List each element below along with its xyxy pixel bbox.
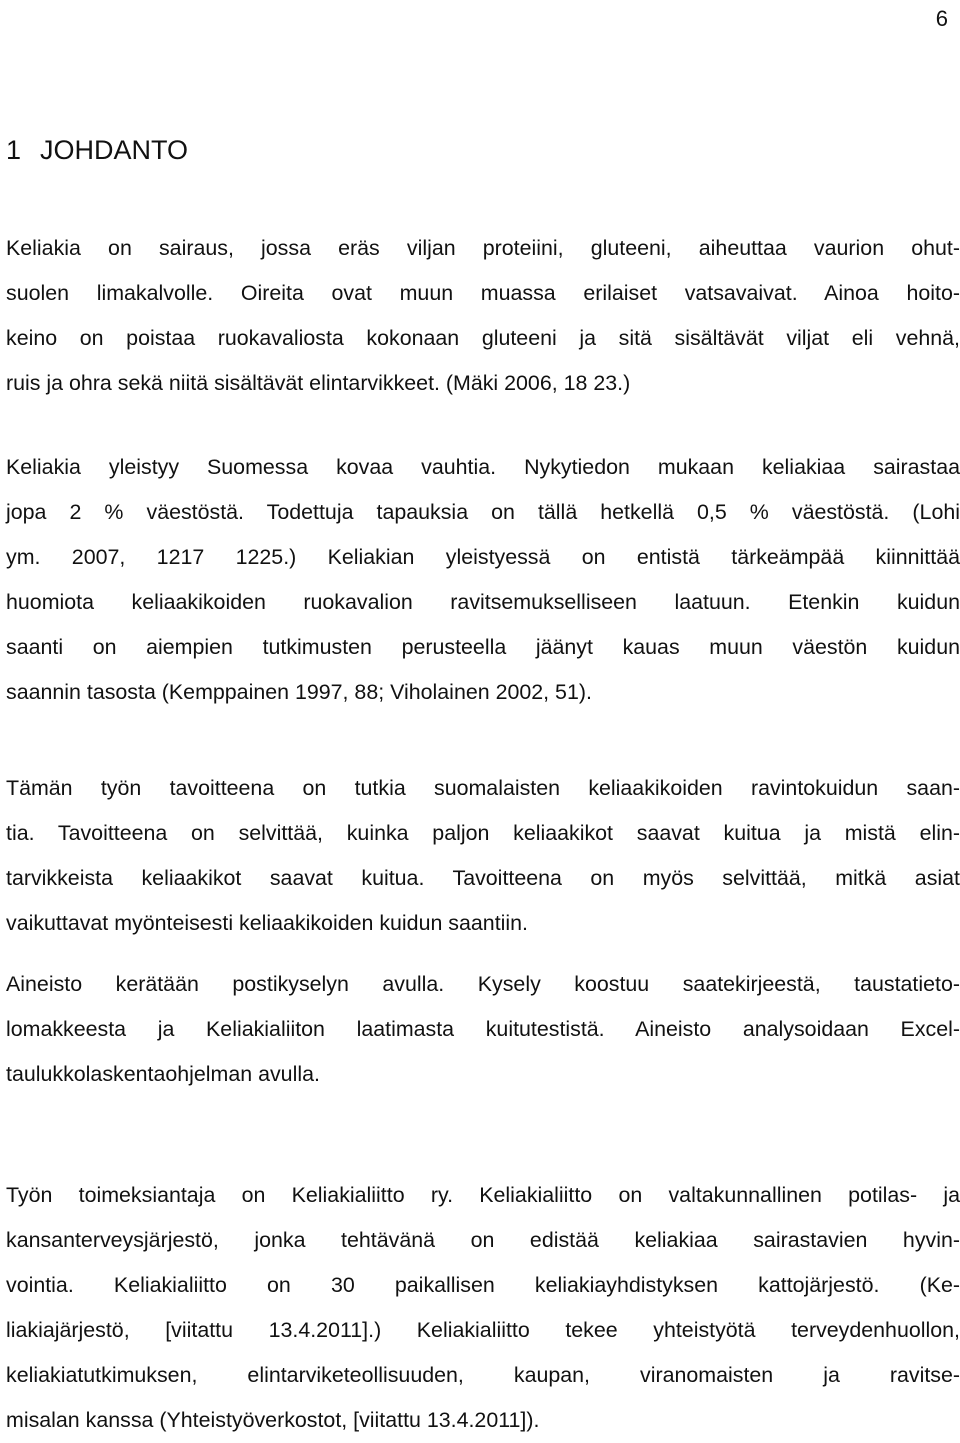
text-line: suolen limakalvolle. Oireita ovat muun muassa erilaiset vatsavaivat. Ainoa hoito- [6,281,960,305]
text-line: vaikuttavat myönteisesti keliaakikoiden kuidun saantiin. [6,911,528,935]
paragraph-intro [6,226,960,406]
text-line: Työn toimeksiantaja on Keliakialiitto ry. Keliakialiitto on valtakunnallinen potilas- ja [6,1183,960,1207]
text-line: Keliakia yleistyy Suomessa kovaa vauhtia. Nykytiedon mukaan keliakiaa sairastaa [6,455,960,479]
paragraph-material [6,962,960,1097]
chapter-heading [6,130,188,170]
text-line: liakiajärjestö, [viitattu 13.4.2011].) Keliakialiitto tekee yhteistyötä terveydenhuollon, [6,1318,960,1342]
paragraph-objective [6,766,960,946]
text-line: vointia. Keliakialiitto on 30 paikallisen keliakiayhdistyksen kattojärjestö. (Ke- [6,1273,960,1297]
paragraph-commissioner [6,1173,960,1443]
text-line: ruis ja ohra sekä niitä sisältävät elintarvikkeet. (Mäki 2006, 18 23.) [6,371,631,395]
text-line: Keliakia on sairaus, jossa eräs viljan proteiini, gluteeni, aiheuttaa vaurion ohut- [6,236,960,260]
text-line: keino on poistaa ruokavaliosta kokonaan gluteeni ja sitä sisältävät viljat eli vehnä, [6,326,960,350]
text-line: saannin tasosta (Kemppainen 1997, 88; Viholainen 2002, 51). [6,680,592,704]
text-line: Tämän työn tavoitteena on tutkia suomalaisten keliaakikoiden ravintokuidun saan- [6,776,960,800]
chapter-title: JOHDANTO [40,135,189,165]
text-line: tarvikkeista keliaakikot saavat kuitua. Tavoitteena on myös selvittää, mitkä asiat [6,866,960,890]
text-line: Aineisto kerätään postikyselyn avulla. Kysely koostuu saatekirjeestä, taustatieto- [6,972,960,996]
text-line: misalan kanssa (Yhteistyöverkostot, [viitattu 13.4.2011]). [6,1408,540,1432]
text-line: huomiota keliaakikoiden ruokavalion ravitsemukselliseen laatuun. Etenkin kuidun [6,590,960,614]
text-line: lomakkeesta ja Keliakialiiton laatimasta kuitutestistä. Aineisto analysoidaan Excel- [6,1017,960,1041]
page-number: 6 [935,6,948,31]
text-line: jopa 2 % väestöstä. Todettuja tapauksia on tällä hetkellä 0,5 % väestöstä. (Lohi [6,500,960,524]
text-line: tia. Tavoitteena on selvittää, kuinka paljon keliaakikot saavat kuitua ja mistä elin- [6,821,960,845]
chapter-number: 1 [6,135,22,165]
text-line: taulukkolaskentaohjelman avulla. [6,1062,320,1086]
paragraph-prevalence [6,445,960,715]
text-line: keliakiatutkimuksen, elintarviketeollisuuden, kaupan, viranomaisten ja ravitse- [6,1363,960,1387]
text-line: saanti on aiempien tutkimusten perusteella jäänyt kauas muun väestön kuidun [6,635,960,659]
text-line: ym. 2007, 1217 1225.) Keliakian yleistyessä on entistä tärkeämpää kiinnittää [6,545,960,569]
text-line: kansanterveysjärjestö, jonka tehtävänä on edistää keliakiaa sairastavien hyvin- [6,1228,960,1252]
